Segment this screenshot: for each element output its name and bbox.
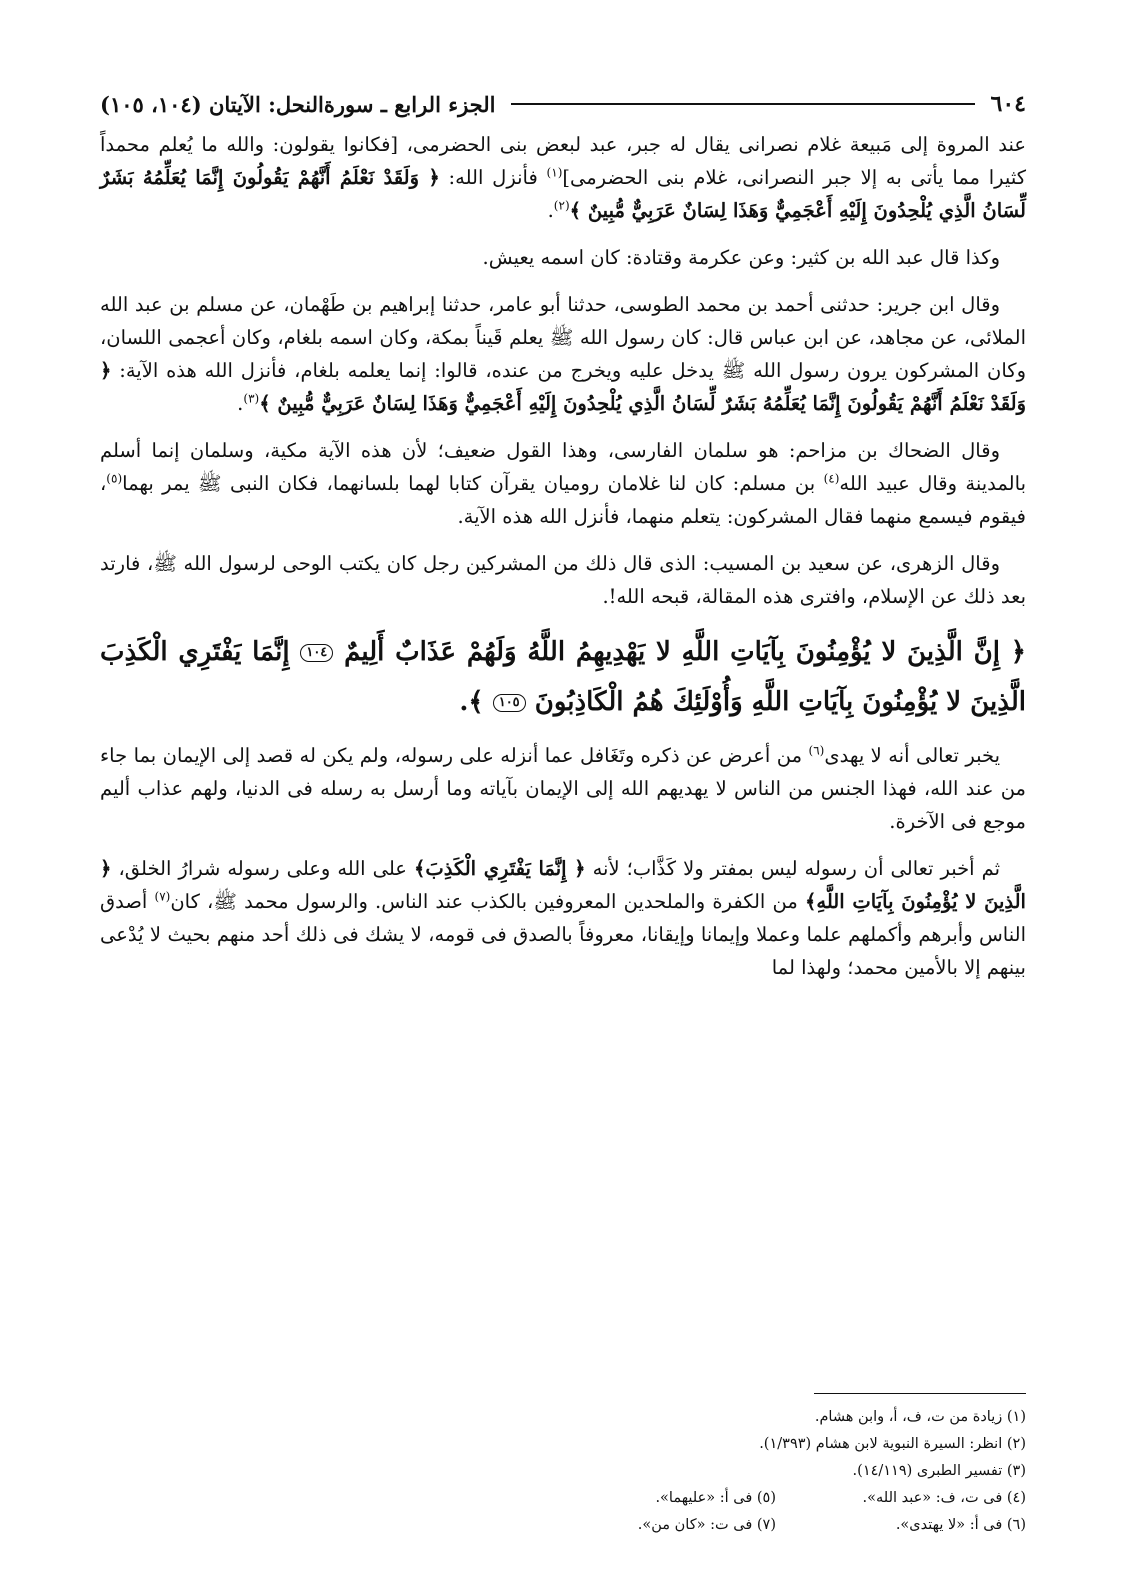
footnotes [466, 1404, 1026, 1539]
footnote-ref-1[interactable]: (١) [546, 165, 563, 180]
page-number: ٦٠٤ [990, 91, 1026, 117]
text-run: بن مسلم: كان لنا غلامان روميان يقرآن كتابا لهما بلسانهما، فكان النبى ﷺ يمر بهما [122, 472, 824, 495]
footnote-6: (٦) فى أ: «لا يهتدى». [895, 1517, 1026, 1533]
aya-number-mark: ١٠٤ [300, 644, 333, 662]
running-title: الجزء الرابع ـ سورةالنحل: الآيتان (١٠٤، ١٠٥) [100, 91, 496, 117]
page-header [100, 88, 1026, 120]
text-run: من الكفرة والملحدين المعروفين بالكذب عند الناس. والرسول محمد ﷺ، كان [170, 890, 805, 913]
header-rule [511, 103, 974, 105]
text-run: عند المروة إلى مَبيعة غلام نصرانى يقال له جبر، عبد لبعض بنى الحضرمى، [فكانوا يقولون: والله ما يُعلم محمداً كثيرا مما يأتى به إلا جبر النصرانى، غلام بنى الحضرمى] [100, 133, 1026, 189]
footnote-ref-3[interactable]: (٣) [243, 391, 260, 406]
text-run: أصدق الناس وأبرهم وأكملهم علما وعملا وإيمانا وإيقانا، معروفاً بالصدق فى قومه، لا يشك فى ذلك أحد منهم بحيث لا يُدْعى بينهم إلا بالأمين محمد؛ ولهذا لما [100, 890, 1026, 979]
paragraph-1 [100, 128, 1026, 227]
footnote-rule [814, 1393, 1026, 1394]
text-run: ، فيقوم فيسمع منهما فقال المشركون: يتعلم منهما، فأنزل الله هذه الآية. [100, 472, 1026, 528]
aya-number-mark: ١٠٥ [493, 694, 526, 712]
quran-quote: ﴿ وَلَقَدْ نَعْلَمُ أَنَّهُمْ يَقُولُونَ إِنَّمَا يُعَلِّمُهُ بَشَرٌ لِّسَانُ الَّذِي يُلْحِدُونَ إِلَيْهِ أَعْجَمِيٌّ وَهَذَا لِسَانٌ عَرَبِيٌّ مُّبِينٌ ﴾ [100, 359, 1026, 415]
footnote-3: (٣) تفسير الطبرى (١٤/١١٩). [852, 1463, 1026, 1479]
text-run: . [237, 392, 244, 415]
footnote-4: (٤) فى ت، ف: «عبد الله». [862, 1490, 1026, 1506]
text-run: يخبر تعالى أنه لا يهدى [824, 744, 1000, 767]
footnote-ref-7[interactable]: (٧) [154, 889, 171, 904]
paragraph-6 [100, 739, 1026, 838]
paragraph-4 [100, 434, 1026, 533]
quran-quote: ﴿ الَّذِينَ لا يُؤْمِنُونَ بِآيَاتِ اللَّهِ﴾ [100, 857, 1026, 913]
footnote-1: (١) زيادة من ت، ف، أ، وابن هشام. [814, 1409, 1026, 1425]
footnote-ref-4[interactable]: (٤) [823, 471, 840, 486]
text-run: على الله وعلى رسوله شرارُ الخلق، [111, 857, 414, 880]
verse-block [100, 627, 1026, 727]
footnote-5: (٥) فى أ: «عليهما». [655, 1490, 776, 1506]
quran-quote: ﴿ إِنَّمَا يَفْتَرِي الْكَذِبَ﴾ [413, 857, 586, 880]
footnote-2: (٢) انظر: السيرة النبوية لابن هشام (١/٣٩٣). [759, 1436, 1026, 1452]
paragraph-5: وقال الزهرى، عن سعيد بن المسيب: الذى قال ذلك من المشركين رجل كان يكتب الوحى لرسول الله ﷺ، فارتد بعد ذلك عن الإسلام، وافترى هذه المقالة، قبحه الله!. [100, 552, 1026, 608]
text-run: ثم أخبر تعالى أن رسوله ليس بمفتر ولا كَذَّاب؛ لأنه [585, 857, 1000, 880]
footnote-7: (٧) فى ت: «كان من». [637, 1517, 776, 1533]
paragraph-3 [100, 288, 1026, 420]
verse-text: إِنَّمَا يَفْتَرِي الْكَذِبَ الَّذِينَ لا يُؤْمِنُونَ بِآيَاتِ اللَّهِ وَأُوْلَئِكَ هُمُ الْكَاذِبُونَ [100, 637, 1026, 717]
footnote-ref-6[interactable]: (٦) [808, 743, 825, 758]
text-run: . [547, 199, 554, 222]
text-run: فأنزل الله: [439, 166, 547, 189]
text-run: وقال ابن جرير: حدثنى أحمد بن محمد الطوسى، حدثنا أبو عامر، حدثنا إبراهيم بن طَهْمان، عن مسلم بن عبد الله الملائى، عن مجاهد، عن ابن عباس قال: كان رسول الله ﷺ يعلم قَيناً بمكة، وكان اسمه بلغام، وكان أعجمى اللسان، وكان المشركون يرون رسول الله ﷺ يدخل عليه ويخرج من عنده، قالوا: إنما يعلمه بلغام، فأنزل الله هذه الآية: [100, 293, 1026, 382]
paragraph-2: وكذا قال عبد الله بن كثير: وعن عكرمة وقتادة: كان اسمه يعيش. [482, 246, 1000, 269]
text-run: وقال الضحاك بن مزاحم: هو سلمان الفارسى، وهذا القول ضعيف؛ لأن هذه الآية مكية، وسلمان إنما أسلم بالمدينة وقال عبيد الله [100, 439, 1026, 495]
footnote-row [466, 1512, 1026, 1539]
paragraph-7 [100, 852, 1026, 984]
verse-text: ﴿ إِنَّ الَّذِينَ لا يُؤْمِنُونَ بِآيَاتِ اللَّهِ لا يَهْدِيهِمُ اللَّهُ وَلَهُمْ عَذَابٌ أَلِيمٌ [344, 637, 1027, 667]
quran-quote: ﴿ وَلَقَدْ نَعْلَمُ أَنَّهُمْ يَقُولُونَ إِنَّمَا يُعَلِّمُهُ بَشَرٌ لِّسَانُ الَّذِي يُلْحِدُونَ إِلَيْهِ أَعْجَمِيٌّ وَهَذَا لِسَانٌ عَرَبِيٌّ مُّبِينٌ ﴾ [100, 166, 1026, 222]
text-run: من أعرض عن ذكره وتَغَافل عما أنزله على رسوله، ولم يكن له قصد إلى الإيمان بما جاء من عند الله، فهذا الجنس من الناس لا يهديهم الله إلى الإيمان بآياته وما أرسل به رسله فى الدنيا، ولهم عذاب أليم موجع فى الآخرة. [100, 744, 1026, 833]
footnote-ref-5[interactable]: (٥) [106, 471, 123, 486]
main-text [100, 128, 1026, 998]
footnote-ref-2[interactable]: (٢) [553, 198, 570, 213]
verse-text: ﴾. [459, 687, 484, 717]
footnote-row [466, 1485, 1026, 1512]
